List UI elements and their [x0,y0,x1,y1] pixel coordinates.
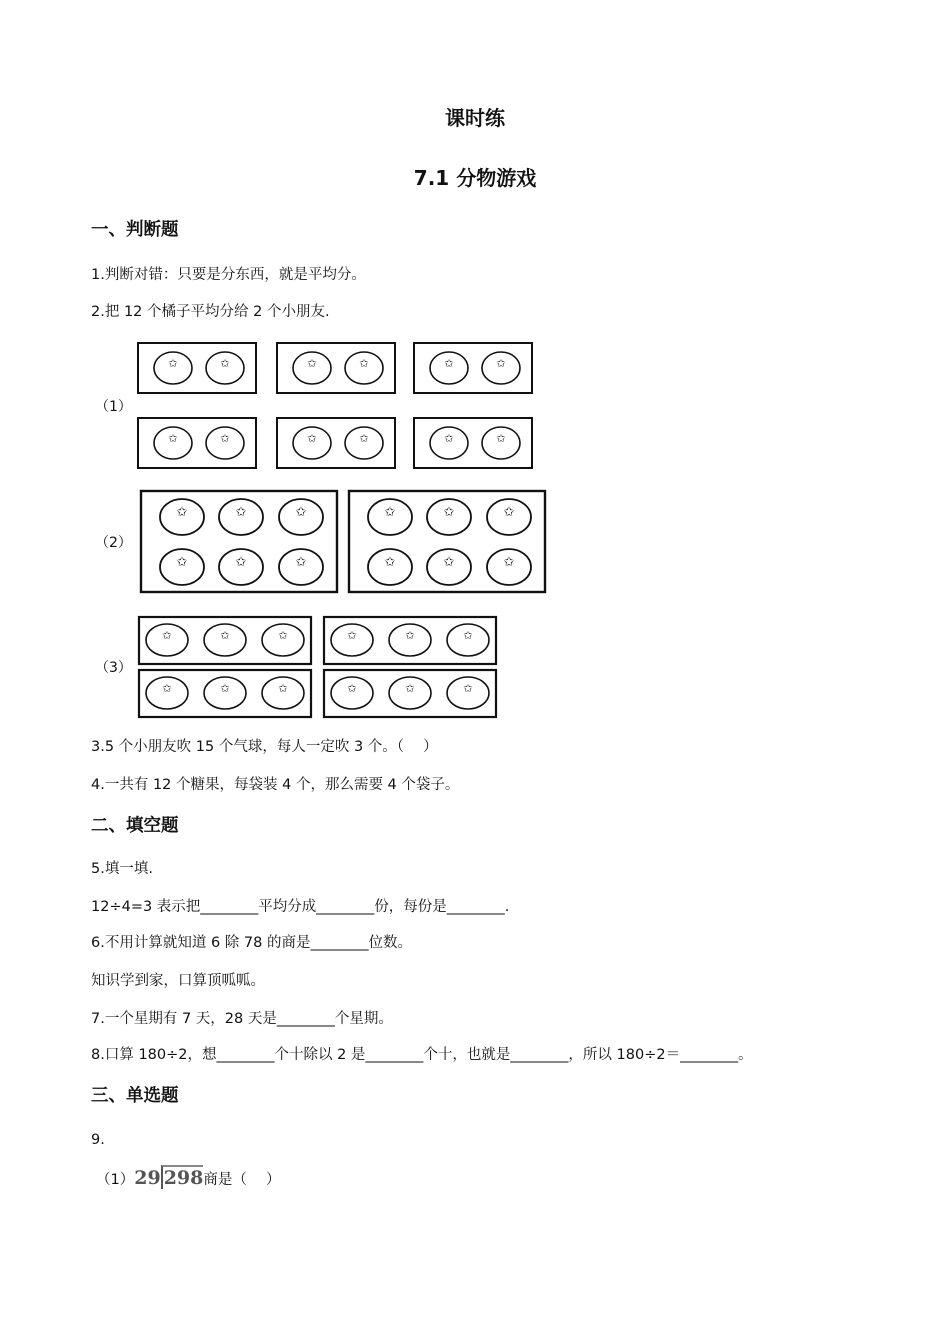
question-5-statement: 12÷4=3 表示把________平均分成________份，每份是________. [91,899,510,915]
svg-text:✩: ✩ [444,357,454,370]
svg-text:✩: ✩ [176,505,188,520]
svg-text:✩: ✩ [235,505,247,520]
svg-text:✩: ✩ [220,357,230,370]
svg-text:✩: ✩ [162,682,172,695]
division-dividend: 298 [161,1165,204,1189]
question-4: 4.一共有 12 个糖果，每袋装 4 个，那么需要 4 个袋子。 [91,777,460,793]
orange-figure-2 [138,487,550,597]
svg-text:✩: ✩ [405,682,415,695]
svg-text:✩: ✩ [278,629,288,642]
question-6: 6.不用计算就知道 6 除 78 的商是________位数。 [91,935,412,951]
svg-text:✩: ✩ [384,555,396,570]
svg-text:✩: ✩ [295,555,307,570]
svg-text:✩: ✩ [503,555,515,570]
svg-text:✩: ✩ [463,682,473,695]
svg-text:✩: ✩ [168,357,178,370]
svg-text:✩: ✩ [162,629,172,642]
sub-question-text: 商是（ ） [203,1172,281,1188]
division-divisor: 29 [134,1167,161,1189]
question-5: 5.填一填. [91,861,153,877]
option-1-label: （1） [95,399,132,415]
svg-text:✩: ✩ [359,357,369,370]
svg-text:✩: ✩ [220,682,230,695]
section-heading-single-choice: 三、单选题 [91,1086,179,1106]
question-6-note: 知识学到家，口算顶呱呱。 [91,973,265,989]
document-title: 课时练 [445,106,505,130]
svg-text:✩: ✩ [359,432,369,445]
svg-text:✩: ✩ [443,505,455,520]
question-8: 8.口算 180÷2，想________个十除以 2 是________个十，也就是________，所以 180÷2＝________。 [91,1047,753,1063]
svg-text:✩: ✩ [443,555,455,570]
sub-question-number: （1） [96,1172,135,1188]
svg-text:✩: ✩ [347,682,357,695]
section-heading-fill-in: 二、填空题 [91,816,179,836]
svg-text:✩: ✩ [463,629,473,642]
svg-text:✩: ✩ [278,682,288,695]
svg-text:✩: ✩ [220,432,230,445]
question-1: 1.判断对错：只要是分东西，就是平均分。 [91,267,366,283]
option-2-label: （2） [95,535,132,551]
section-heading-judgement: 一、判断题 [91,220,179,240]
svg-text:✩: ✩ [503,505,515,520]
question-9-sub-1 [96,1166,280,1190]
svg-text:✩: ✩ [295,505,307,520]
svg-text:✩: ✩ [384,505,396,520]
svg-text:✩: ✩ [347,629,357,642]
option-3-label: （3） [95,660,132,676]
svg-text:✩: ✩ [444,432,454,445]
orange-figure-3 [136,614,502,722]
svg-text:✩: ✩ [307,432,317,445]
svg-text:✩: ✩ [168,432,178,445]
question-9: 9. [91,1132,105,1148]
orange-figure-1 [136,340,536,472]
question-7: 7.一个星期有 7 天，28 天是________个星期。 [91,1011,393,1027]
svg-text:✩: ✩ [176,555,188,570]
svg-text:✩: ✩ [496,357,506,370]
svg-text:✩: ✩ [405,629,415,642]
svg-text:✩: ✩ [220,629,230,642]
svg-text:✩: ✩ [235,555,247,570]
svg-text:✩: ✩ [307,357,317,370]
document-subtitle: 7.1 分物游戏 [413,166,537,190]
question-2: 2.把 12 个橘子平均分给 2 个小朋友. [91,304,330,320]
question-3: 3.5 个小朋友吹 15 个气球，每人一定吹 3 个。（ ） [91,739,438,755]
svg-text:✩: ✩ [496,432,506,445]
